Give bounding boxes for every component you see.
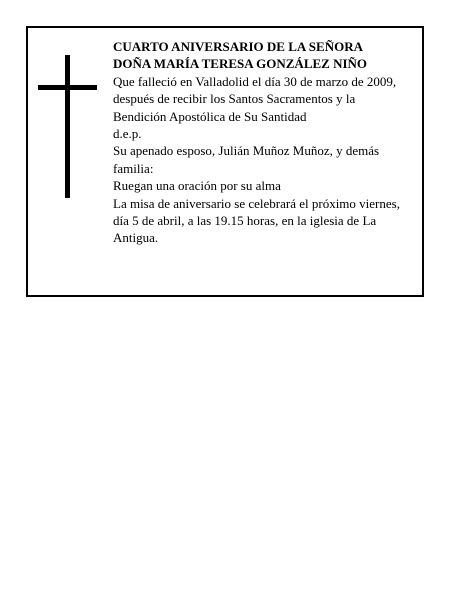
obituary-line-family: familia:: [113, 160, 154, 176]
obituary-line-sacraments: después de recibir los Santos Sacramentos y la: [113, 91, 356, 107]
obituary-line-mass: La misa de aniversario se celebrará el próximo viernes,: [113, 195, 400, 211]
obituary-line-prayer: Ruegan una oración por su alma: [113, 178, 281, 194]
obituary-text: [113, 38, 418, 247]
cross-vertical-bar: [65, 55, 70, 198]
cross-icon: [38, 55, 97, 198]
obituary-line-date: día 5 de abril, a las 19.15 horas, en la iglesia de La: [113, 213, 377, 229]
obituary-heading-line1: CUARTO ANIVERSARIO DE LA SEÑORA: [113, 39, 363, 54]
obituary-line-dep: d.e.p.: [113, 126, 142, 142]
obituary-heading-name: DOÑA MARÍA TERESA GONZÁLEZ NIÑO: [113, 56, 368, 72]
cross-horizontal-bar: [38, 85, 97, 90]
obituary-line-blessing: Bendición Apostólica de Su Santidad: [113, 108, 307, 124]
obituary-line-church: Antigua.: [113, 230, 159, 246]
obituary-line-death: Que falleció en Valladolid el día 30 de marzo de 2009,: [113, 73, 397, 89]
obituary-line-husband: Su apenado esposo, Julián Muñoz Muñoz, y demás: [113, 143, 380, 159]
